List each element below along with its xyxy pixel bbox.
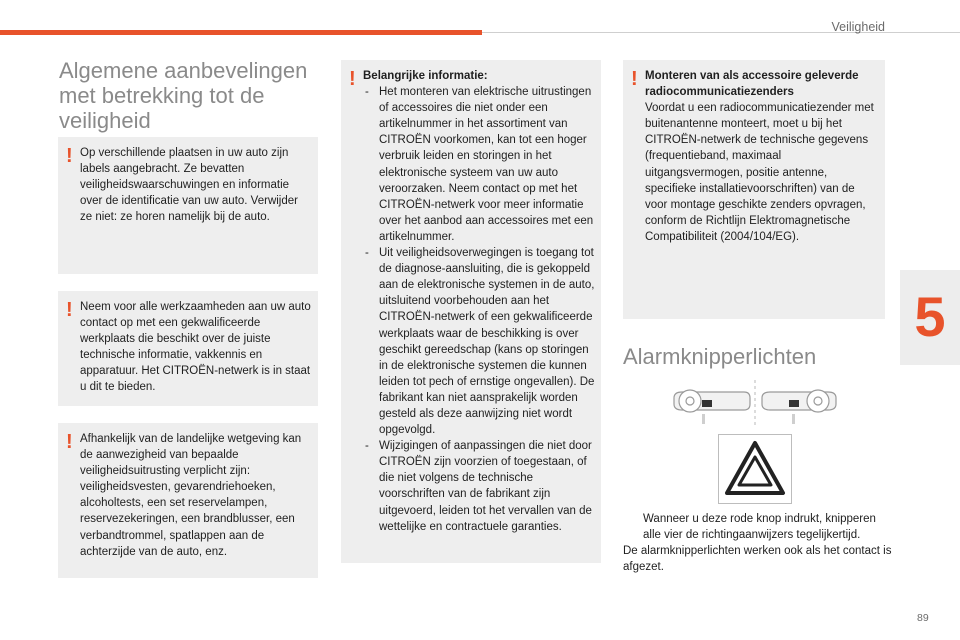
hazard-button-illustration [718,434,792,504]
warning-text: Neem voor alle werkzaamheden aan uw auto contact op met een gekwalificeerde werkplaats die beschikt over de juiste technische informatie, vakkennis en apparatuur. Het CITROËN-netwerk is in staat u dit te bieden. [80,301,311,394]
top-accent-bar [0,30,482,35]
radio-transmitter-heading: Monteren van als accessoire geleverde radiocommunicatiezenders [645,70,859,99]
warning-icon: ! [349,68,356,90]
radio-transmitter-box [623,60,885,319]
warning-icon: ! [66,145,73,167]
important-info-box [341,60,601,563]
warning-box-equipment [58,423,318,578]
radio-transmitter-text: Voordat u een radiocommunicatiezender met buitenantenne monteert, moet u bij het CITROËN-netwerk de technische gegevens (frequentieband, maximaal uitgangsvermogen, positie antenne, specifieke installatievoorschriften) van de voor montage geschikte zenders opvragen, conform de Richtlijn Elektromagnetische Compatibiliteit (2004/104/EG). [645,102,874,243]
hazard-lights-instruction: Wanneer u deze rode knop indrukt, knipperen alle vier de richtingaanwijzers tegelijkertijd. [643,513,876,542]
page-number: 89 [917,612,929,624]
warning-text: Afhankelijk van de landelijke wetgeving kan de aanwezigheid van bepaalde veiligheidsuitrusting verplicht zijn: veiligheidsvesten, gevarendriehoeken, alcoholtests, een set reservelampen, reservezekeringen, een brandblusser, een verbandtrommel, spatlappen aan de achterzijde van de auto, enz. [80,433,302,558]
warning-box-labels [58,137,318,274]
page-title: Algemene aanbevelingen met betrekking tot de veiligheid [59,58,308,133]
chapter-number: 5 [914,285,946,348]
warning-text: Op verschillende plaatsen in uw auto zijn labels aangebracht. Ze bevatten veiligheidswaarschuwingen en informatie over de identificatie van uw auto. Verwijder ze niet: ze horen namelijk bij de auto. [80,147,298,224]
warning-icon: ! [66,431,73,453]
chapter-tab [900,270,960,365]
list-item: - Wijzigingen of aanpassingen die niet door CITROËN zijn voorzien of toegestaan, of die niet volgens de technische voorschriften van de fabrikant zijn uitgevoerd, leiden tot het vervallen van de wettelijke en contractuele garanties. [363,438,595,535]
hazard-warning-triangle-icon [719,435,791,503]
top-divider-line [482,32,960,33]
hazard-lights-text [623,511,893,575]
important-info-list [363,84,595,535]
hazard-lights-title: Alarmknipperlichten [623,344,817,369]
warning-box-workshop [58,291,318,406]
warning-icon: ! [631,68,638,90]
important-info-heading: Belangrijke informatie: [363,70,488,82]
section-title: Veiligheid [831,20,885,34]
list-item: - Uit veiligheidsoverwegingen is toegang tot de diagnose-aansluiting, die is gekoppeld aan de elektronische systemen in de auto, uitsluitend voorbehouden aan het CITROËN-netwerk of een gekwalificeerde werkplaats waar de beschikking is over geschikt gereedschap (kans op storingen in de elektronische systemen die kunnen leiden tot pech of ernstige ongevallen). De fabrikant kan niet aansprakelijk worden gesteld als deze aanwijzing niet wordt opgevolgd. [363,245,595,438]
hazard-lights-note: De alarmknipperlichten werken ook als het contact is afgezet. [623,545,892,574]
warning-icon: ! [66,299,73,321]
list-item: - Het monteren van elektrische uitrustingen of accessoires die niet onder een artikelnummer in het assortiment van CITROËN voorkomen, kan tot een hoger verbruik leiden en storingen in het elektronische systeem van uw auto veroorzaken. Neem contact op met het CITROËN-netwerk voor meer informatie over het aanbod aan accessoires met een artikelnummer. [363,84,595,245]
dashboard-illustration-icon [672,378,838,428]
